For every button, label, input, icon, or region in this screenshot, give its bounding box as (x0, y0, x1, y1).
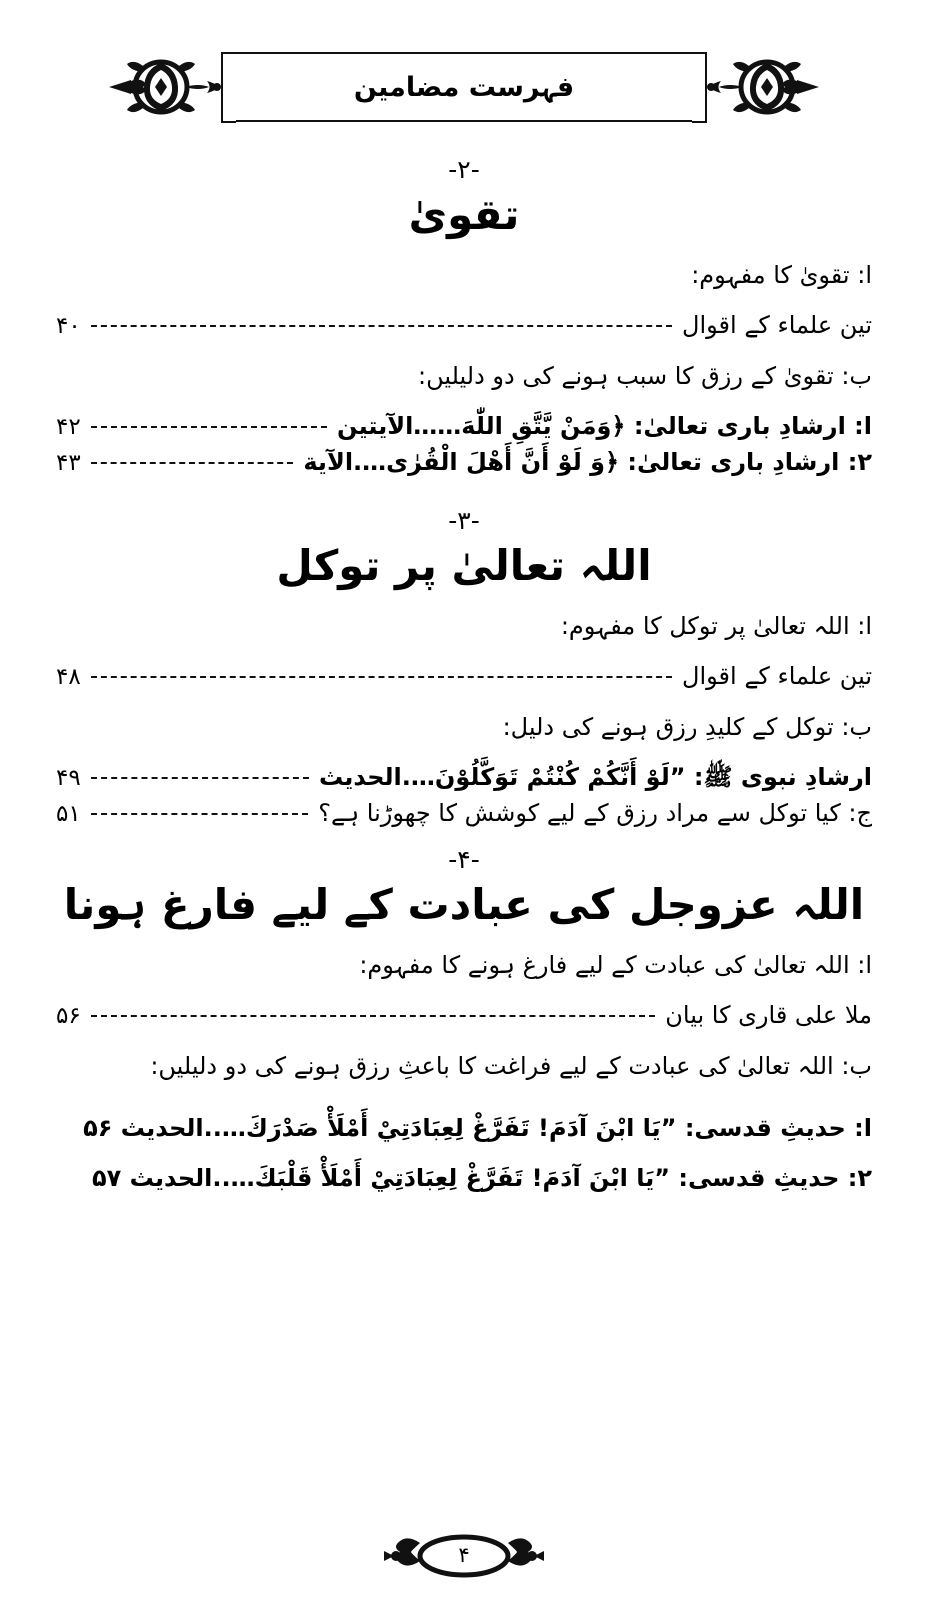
toc-subheading (56, 608, 872, 644)
header-banner (56, 44, 872, 130)
section-title: اللہ عزوجل کی عبادت کے لیے فارغ ہونا (63, 879, 865, 929)
dot-leader (91, 676, 672, 678)
section-number: -۳- (448, 505, 480, 535)
toc-page-number: ۴۹ (56, 764, 81, 791)
toc-subheading (56, 257, 872, 293)
section-heading-4 (56, 846, 872, 933)
document-page (0, 44, 928, 1619)
toc-entry-label: ۲: ارشادِ باری تعالیٰ: ﴿وَ لَوْ أَنَّ أَهْلَ الْقُرٰى….الآیة (303, 448, 872, 477)
toc-subheading-label: ا: تقویٰ کا مفہوم: (691, 261, 872, 290)
header-ornament-left-icon (107, 50, 227, 124)
toc-subheading-label: ب: اللہ تعالیٰ کی عبادت کے لیے فراغت کا باعثِ رزق ہونے کی دو دلیلیں: (150, 1051, 872, 1080)
footer-ornament-icon (374, 1533, 554, 1579)
dot-leader (91, 1015, 656, 1017)
toc-entry-label: تین علماء کے اقوال (682, 662, 872, 691)
toc-page-number: ۴۲ (56, 413, 81, 440)
toc-entry-label: ج: کیا توکل سے مراد رزق کے لیے کوشش کا چھوڑنا ہے؟ (318, 799, 872, 828)
toc-page-number: ۵۱ (56, 801, 81, 828)
toc-row[interactable] (56, 307, 872, 344)
footer-page-number: ۴ (458, 1543, 470, 1568)
dot-leader (91, 813, 309, 815)
toc-row[interactable]: ۲: حدیثِ قدسی: ”یَا ابْنَ آدَمَ! تَفَرَّغْ لِعِبَادَتِيْ أَمْلَأْ قَلْبَكَ…..الحدیث ۵۷ (91, 1163, 872, 1192)
toc-row[interactable] (56, 795, 872, 832)
toc-subheading (56, 947, 872, 983)
toc-row[interactable] (56, 759, 872, 796)
toc-page-number: ۴۸ (56, 664, 81, 691)
section-heading-2 (56, 156, 872, 243)
section-number: -۲- (448, 155, 480, 184)
toc-page-number: ۴۳ (56, 450, 81, 477)
dot-leader (91, 777, 309, 779)
toc-subheading-label: ب: توکل کے کلیدِ رزق ہونے کی دلیل: (502, 712, 872, 741)
toc-subheading-label: ب: تقویٰ کے رزق کا سبب ہونے کی دو دلیلیں: (418, 361, 872, 390)
page-footer (0, 1533, 928, 1579)
toc-entry-label: ارشادِ نبوی ﷺ: ”لَوْ أَنَّكُمْ كُنْتُمْ تَوَكَّلُوْنَ….الحدیث (318, 762, 872, 791)
toc-entry-label: تین علماء کے اقوال (682, 311, 872, 340)
section-number: -۴- (448, 844, 480, 874)
toc-subheading-label: ا: اللہ تعالیٰ پر توکل کا مفہوم: (560, 612, 872, 641)
header-ornament-right-icon (701, 50, 821, 124)
toc-subheading (56, 709, 872, 745)
toc-page-number: ۵۶ (56, 1003, 81, 1030)
toc-row[interactable] (56, 997, 872, 1034)
section-title: اللہ تعالیٰ پر توکل (276, 540, 652, 590)
dot-leader (91, 426, 327, 428)
header-title-plaque (227, 52, 701, 122)
toc-page-number: ۴۰ (56, 313, 81, 340)
toc-row[interactable] (56, 658, 872, 695)
toc-row[interactable] (56, 444, 872, 481)
toc-subheading-label: ا: اللہ تعالیٰ کی عبادت کے لیے فارغ ہونے کا مفہوم: (359, 951, 872, 980)
toc-row[interactable] (56, 408, 872, 445)
dot-leader (91, 325, 672, 327)
toc-entry-label: ملا علی قاری کا بیان (665, 1001, 872, 1030)
toc-entry-label: ا: ارشادِ باری تعالیٰ: ﴿وَمَنْ يَّتَّقِ اللّٰهَ……الآیتین (337, 411, 872, 440)
page-title: فہرست مضامین (353, 71, 575, 103)
toc-subheading (56, 1048, 872, 1084)
toc-subheading (56, 358, 872, 394)
section-heading-3 (56, 507, 872, 594)
toc-row[interactable]: ا: حدیثِ قدسی: ”یَا ابْنَ آدَمَ! تَفَرَّغْ لِعِبَادَتِيْ أَمْلَأْ صَدْرَكَ…..الحدیث ۵۶ (83, 1113, 872, 1142)
section-title: تقویٰ (408, 189, 520, 239)
dot-leader (91, 462, 294, 464)
